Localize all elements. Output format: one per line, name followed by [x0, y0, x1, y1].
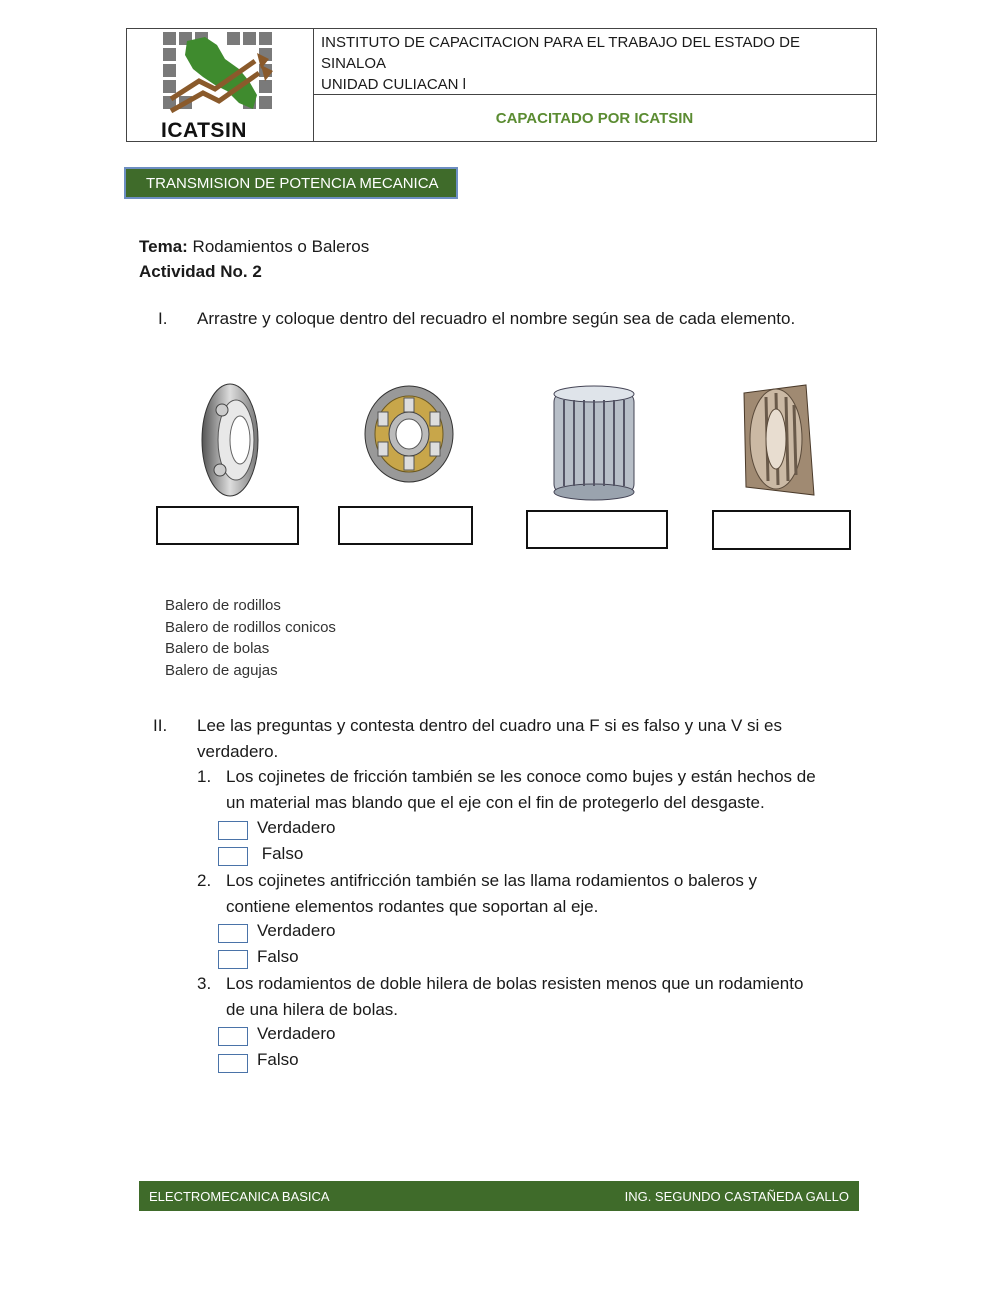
question-line: Los cojinetes antifricción también se las llama rodamientos o baleros y	[226, 871, 758, 890]
false-option-label: Falso	[257, 844, 304, 863]
tema-line	[139, 236, 369, 258]
false-option-label: Falso	[257, 1050, 299, 1069]
footer-bar	[139, 1181, 859, 1211]
false-checkbox[interactable]	[218, 847, 248, 866]
true-checkbox[interactable]	[218, 1027, 248, 1046]
institute-cell	[313, 29, 876, 95]
institute-name: INSTITUTO DE CAPACITACION PARA EL TRABAJO DEL ESTADO DE SINALOA	[321, 34, 800, 72]
false-option-label: Falso	[257, 947, 299, 966]
needle-bearing-image	[548, 384, 640, 502]
question-text	[226, 764, 816, 816]
word-bank-item[interactable]: Balero de agujas	[165, 662, 278, 679]
tema-value: Rodamientos o Baleros	[187, 237, 370, 256]
question-line: contiene elementos rodantes que soportan al eje.	[226, 897, 599, 916]
question-line: Los rodamientos de doble hilera de bolas resisten menos que un rodamiento	[226, 974, 804, 993]
true-checkbox[interactable]	[218, 924, 248, 943]
trained-by: CAPACITADO POR ICATSIN	[495, 109, 694, 127]
roller-bearing-image	[360, 382, 458, 486]
question-number: 2.	[197, 871, 212, 890]
icatsin-logo	[127, 29, 314, 141]
answer-box-1[interactable]	[156, 506, 299, 545]
part2-instruction	[197, 713, 782, 765]
header-table	[126, 28, 877, 142]
true-checkbox[interactable]	[218, 821, 248, 840]
footer-course: ELECTROMECANICA BASICA	[149, 1188, 330, 1204]
section-title: TRANSMISION DE POTENCIA MECANICA	[124, 167, 458, 199]
part2-numeral: II.	[153, 716, 168, 735]
question-line: Los cojinetes de fricción también se les conoce como bujes y están hechos de	[226, 767, 816, 786]
question-number: 3.	[197, 974, 212, 993]
answer-box-4[interactable]	[712, 510, 851, 550]
question-line: de una hilera de bolas.	[226, 1000, 399, 1019]
answer-box-2[interactable]	[338, 506, 473, 545]
part1-instruction: Arrastre y coloque dentro del recuadro el nombre según sea de cada elemento.	[197, 309, 796, 328]
word-bank-item[interactable]: Balero de bolas	[165, 640, 270, 657]
true-option-label: Verdadero	[257, 1024, 336, 1043]
word-bank-item[interactable]: Balero de rodillos	[165, 597, 281, 614]
tapered-roller-bearing-image	[736, 381, 818, 499]
part1-numeral: I.	[158, 309, 168, 328]
footer-author: ING. SEGUNDO CASTAÑEDA GALLO	[624, 1188, 849, 1204]
question-line: un material mas blando que el eje con el fin de protegerlo del desgaste.	[226, 793, 765, 812]
false-checkbox[interactable]	[218, 950, 248, 969]
true-option-label: Verdadero	[257, 921, 336, 940]
question-text	[226, 868, 757, 920]
ball-bearing-image	[192, 380, 268, 500]
question-number: 1.	[197, 767, 212, 786]
word-bank-item[interactable]: Balero de rodillos conicos	[165, 619, 336, 636]
false-checkbox[interactable]	[218, 1054, 248, 1073]
part2-instruction-line2: verdadero.	[197, 742, 279, 761]
logo-text: ICATSIN	[161, 119, 247, 142]
question-text	[226, 971, 803, 1023]
part2-instruction-line1: Lee las preguntas y contesta dentro del cuadro una F si es falso y una V si es	[197, 716, 782, 735]
activity-title: Actividad No. 2	[139, 262, 262, 281]
true-option-label: Verdadero	[257, 818, 336, 837]
answer-box-3[interactable]	[526, 510, 668, 549]
tema-label: Tema:	[139, 237, 188, 256]
institute-unit: UNIDAD CULIACAN l	[321, 76, 467, 93]
